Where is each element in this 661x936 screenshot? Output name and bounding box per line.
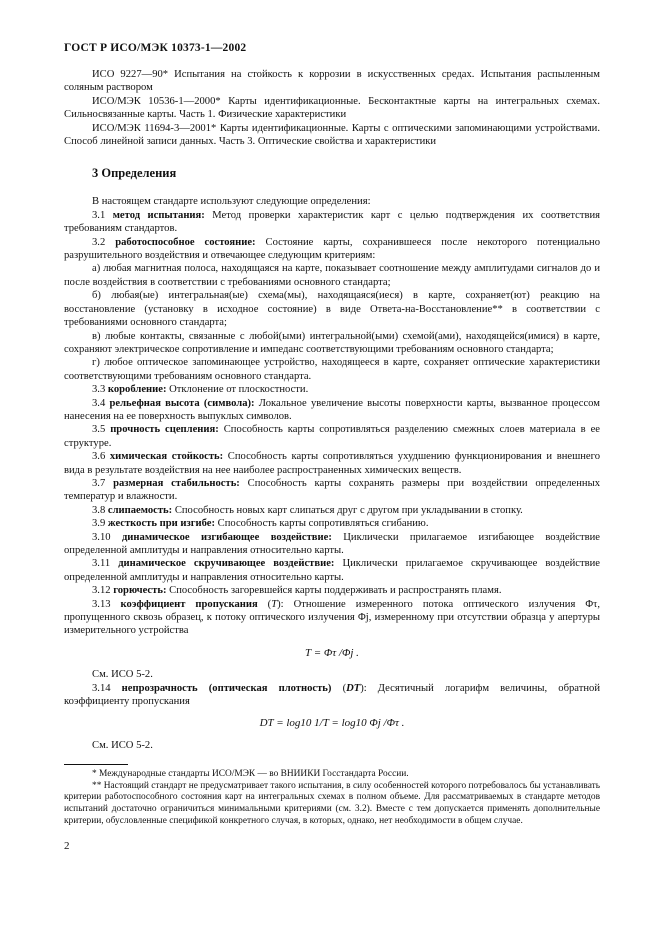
term: прочность сцепления: (110, 424, 219, 436)
term: горючесть: (113, 585, 167, 597)
term: метод испытания: (112, 209, 205, 221)
symbol: T (271, 598, 278, 610)
criterion-v: в) любые контакты, связанные с любой(ыми) интегральной(ыми) схемой(ами), находящейся(имися) в карте, сохраняют электрическое сопротивление и импеданс соответствующими требованиям основного стандарта; (64, 330, 600, 355)
page-number: 2 (64, 840, 70, 852)
reference-item: ИСО 9227—90* Испытания на стойкость к коррозии в искусственных средах. Испытания распыленным соляным раствором (64, 69, 600, 94)
term: размерная стабильность: (113, 477, 240, 489)
criterion-b: б) любая(ые) интегральная(ые) схема(мы), находящаяся(иеся) в карте, сохраняет(ют) реакцию на восстановление (установку в исходное состояние) в виде Ответа-на-Восстановление** в соответствии с требованиями основного стандарта; (64, 290, 600, 329)
definition-3-10: 3.10 динамическое изгибающее воздействие: Циклически прилагаемое изгибающее воздействие определенной амплитуды и направления относительно карты. (64, 531, 601, 556)
term: коэффициент пропускания (120, 598, 258, 610)
formula-transmittance: T = Φτ /Φj . (305, 646, 359, 659)
definition-3-14: 3.14 непрозрачность (оптическая плотность) (DT): Десятичный логарифм величины, обратной коэффициенту пропускания (64, 682, 600, 708)
definition-3-6: 3.6 химическая стойкость: Способность карты сопротивляться ухудшению функционирования и внешнего вида в результате воздействия на нее наиболее распространенных химических веществ. (64, 451, 600, 476)
term: непрозрачность (оптическая плотность) (121, 682, 332, 694)
intro-paragraph: В настоящем стандарте используют следующие определения: (92, 196, 371, 208)
normative-references (64, 68, 600, 148)
footnote-divider (64, 764, 128, 765)
symbol: DT (346, 682, 361, 694)
criterion-a: а) любая магнитная полоса, находящаяся на карте, показывает соотношение между амплитудами сигналов до и после воздействия в соответствии с требованиями основного стандарта; (64, 263, 600, 288)
criterion-g: г) любое оптическое запоминающее устройство, находящееся в карте, сохраняет оптические характеристики соответствующими требованиям основного стандарта. (64, 357, 600, 382)
see-reference: См. ИСО 5-2. (92, 669, 153, 681)
term: слипаемость: (107, 504, 173, 516)
footnotes (64, 769, 600, 827)
formula-optical-density: DT = log10 1/T = log10 Φj /Φτ . (259, 717, 405, 730)
definition-3-9: 3.9 жесткость при изгибе: Способность карты сопротивляться сгибанию. (92, 518, 429, 530)
definition-3-3: 3.3 коробление: Отклонение от плоскостности. (92, 384, 309, 396)
term: жесткость при изгибе: (107, 518, 216, 530)
term: химическая стойкость: (109, 451, 224, 463)
reference-item: ИСО/МЭК 11694-3—2001* Карты идентификационные. Карты с оптическими запоминающими устройствами. Способ линейной записи данных. Часть 3. Оптические свойства и характеристики (64, 122, 600, 148)
definition-3-7: 3.7 размерная стабильность: Способность карты сохранять размеры при воздействии определенных температур и влажности. (64, 477, 600, 503)
see-reference: См. ИСО 5-2. (92, 739, 153, 751)
reference-item: ИСО/МЭК 10536-1—2000* Карты идентификационные. Бесконтактные карты на интегральных схемах. Сильносвязанные карты. Часть 1. Физические характеристики (64, 95, 600, 121)
definition-3-1: 3.1 метод испытания: Метод проверки характеристик карт с целью подтверждения их соответствия требованиям стандартов. (64, 209, 600, 235)
term: работоспособное состояние: (115, 236, 256, 248)
term: динамическое скручивающее воздействие: (118, 558, 335, 570)
definition-3-12: 3.12 горючесть: Способность загоревшейся карты поддерживать и распространять пламя. (92, 585, 502, 597)
definition-3-11: 3.11 динамическое скручивающее воздействие: Циклически прилагаемое скручивающее воздействие определенной амплитуды и направления относительно карты. (64, 558, 601, 583)
term: коробление: (107, 384, 167, 396)
page-content (64, 68, 600, 827)
footnote-item: ** Настоящий стандарт не предусматривает такого испытания, в силу особенностей которого потребовалось бы устанавливать критерии работоспособного состояния карт на интегральных схемах в полном объеме. Для рассматриваемых в стандарте методов испытаний достаточно ограничиться минимальными критериями (см. 3.2). Вместе с тем допускается применять дополнительные критерии, обусловленные спецификой конкретного случая, в которых, однако, нет необходимости в общем случае. (64, 780, 600, 826)
running-header: ГОСТ Р ИСО/МЭК 10373-1—2002 (64, 42, 247, 54)
term: динамическое изгибающее воздействие: (121, 531, 332, 543)
definition-3-4: 3.4 рельефная высота (символа): Локальное увеличение высоты поверхности карты, вызванное процессом нанесения на ее поверхность выпуклых символов. (64, 397, 600, 422)
definition-3-13: 3.13 коэффициент пропускания (T): Отношение измеренного потока оптического излучения Φτ, пропущенного сквозь образец, к потоку оптического излучения Φj, измеренному при отсутствии образца у апертуры измерительного устройства (64, 598, 600, 637)
definition-3-2: 3.2 работоспособное состояние: Состояние карты, сохранившееся после некоторого потенциально разрушительного воздействия и отвечающее следующим критериям: (64, 236, 601, 262)
definition-3-8: 3.8 слипаемость: Способность новых карт слипаться друг с другом при укладывании в стопку. (92, 504, 523, 516)
definition-3-5: 3.5 прочность сцепления: Способность карты сопротивляться разделению смежных слоев материала в ее структуре. (64, 424, 600, 449)
section-title: 3 Определения (92, 166, 177, 181)
term: рельефная высота (символа): (109, 397, 255, 409)
footnote-item: * Международные стандарты ИСО/МЭК — во ВНИИКИ Госстандарта России. (92, 769, 409, 780)
